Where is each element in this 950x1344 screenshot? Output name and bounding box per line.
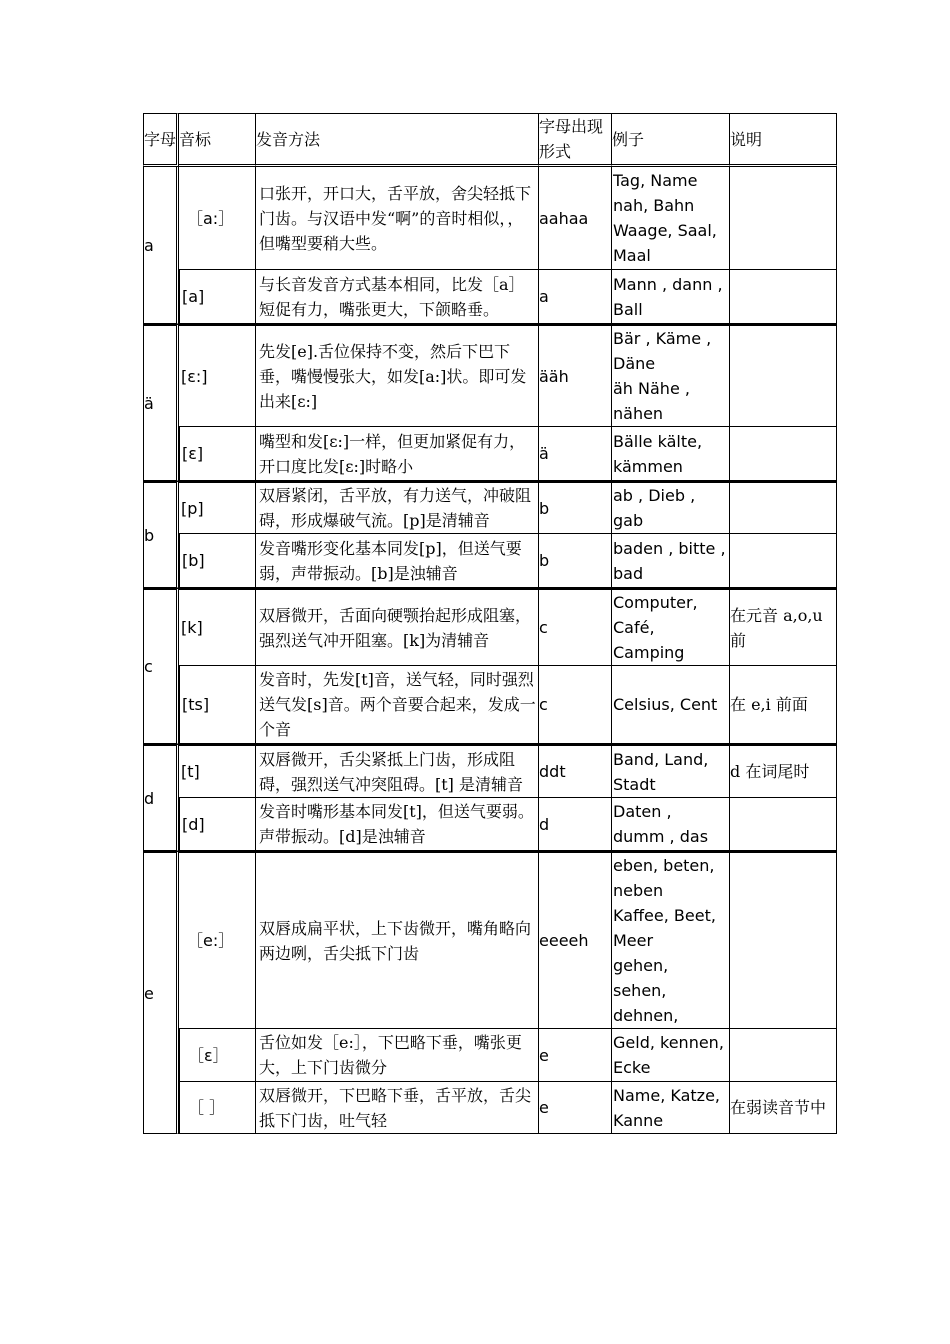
note-cell: d 在词尾时 [730, 744, 837, 798]
example-line: Meer [613, 931, 654, 950]
method-cell: 先发[e].舌位保持不变，然后下巴下垂，嘴慢慢张大，如发[a:]状。即可发出来[ɛ:] [256, 324, 539, 427]
table-header-row [143, 113, 837, 167]
examples-cell [612, 1082, 730, 1134]
ipa-cell: ［e:］ [179, 851, 256, 1029]
examples-cell [612, 588, 730, 666]
note-cell [730, 534, 837, 588]
examples-cell [612, 1029, 730, 1082]
letter-cell-d: d [143, 744, 179, 851]
letter-cell-a: a [143, 167, 179, 324]
example-line: Celsius, Cent [613, 695, 718, 714]
example-line: Geld, kennen, [613, 1033, 724, 1052]
letter-cell-e: e [143, 851, 179, 1134]
form-cell: ddt [539, 744, 612, 798]
example-line: Bälle kälte, [613, 431, 703, 451]
example-line: Tag, Name [613, 171, 698, 190]
example-line: kämmen [613, 456, 683, 476]
method-cell: 发音时，先发[t]音，送气轻，同时强烈送气发[s]音。两个音要合起来，发成一个音 [256, 666, 539, 744]
note-cell [730, 1029, 837, 1082]
header-notes: 说明 [730, 113, 837, 167]
ipa-cell: ［ɛ］ [179, 1029, 256, 1082]
example-line: ab , Dieb , [613, 486, 696, 505]
form-cell: eeeeh [539, 851, 612, 1029]
method-cell: 双唇微开，下巴略下垂，舌平放，舌尖抵下门齿，吐气轻 [256, 1082, 539, 1134]
examples-cell [612, 744, 730, 798]
table-row [143, 1029, 837, 1082]
method-cell: 双唇成扁平状，上下齿微开，嘴角略向两边咧，舌尖抵下门齿 [256, 851, 539, 1029]
example-line: dehnen, [613, 1006, 679, 1025]
example-line: Kanne [613, 1110, 664, 1130]
example-line: eben, beten, [613, 856, 715, 875]
table-row [143, 798, 837, 851]
form-cell: e [539, 1029, 612, 1082]
form-cell: ä [539, 427, 612, 481]
form-cell: aahaa [539, 167, 612, 270]
ipa-cell: [k] [179, 588, 256, 666]
note-cell [730, 851, 837, 1029]
ipa-cell: [ɛ:] [179, 324, 256, 427]
method-cell: 双唇微开，舌尖紧抵上门齿，形成阻碍，强烈送气冲突阻碍。[t] 是清辅音 [256, 744, 539, 798]
header-form: 字母出现形式 [539, 113, 612, 167]
ipa-cell: ［a:］ [179, 167, 256, 270]
ipa-cell: [p] [179, 481, 256, 534]
form-cell: b [539, 481, 612, 534]
examples-cell [612, 427, 730, 481]
table-row [143, 1082, 837, 1134]
note-cell: 在弱读音节中 [730, 1082, 837, 1134]
note-cell [730, 798, 837, 851]
example-line: Mann , dann , [613, 274, 723, 294]
example-line: gehen, [613, 956, 669, 975]
header-method: 发音方法 [256, 113, 539, 167]
ipa-cell: [ts] [179, 666, 256, 744]
example-line: neben [613, 881, 664, 900]
examples-cell [612, 851, 730, 1029]
example-line: sehen, [613, 981, 667, 1000]
table-row [143, 481, 837, 534]
ipa-cell: [t] [179, 744, 256, 798]
form-cell: e [539, 1082, 612, 1134]
example-line: baden , bitte , [613, 538, 726, 558]
form-cell: d [539, 798, 612, 851]
example-line: äh Nähe , [613, 379, 690, 398]
example-line: Kaffee, Beet, [613, 906, 716, 925]
letter-cell-ae: ä [143, 324, 179, 481]
example-line: Café, [613, 618, 655, 637]
letter-cell-b: b [143, 481, 179, 588]
examples-cell [612, 666, 730, 744]
example-line: Stadt [613, 774, 656, 794]
example-line: Name, Katze, [613, 1085, 720, 1105]
ipa-cell: [b] [179, 534, 256, 588]
method-cell: 发音嘴形变化基本同发[p]，但送气要弱，声带振动。[b]是浊辅音 [256, 534, 539, 588]
method-cell: 嘴型和发[ɛ:]一样，但更加紧促有力，开口度比发[ɛ:]时略小 [256, 427, 539, 481]
method-cell: 双唇紧闭，舌平放，有力送气，冲破阻碍，形成爆破气流。[p]是清辅音 [256, 481, 539, 534]
method-cell: 与长音发音方式基本相同，比发［a］短促有力，嘴张更大，下颌略垂。 [256, 270, 539, 324]
examples-cell [612, 167, 730, 270]
header-ipa: 音标 [179, 113, 256, 167]
example-line: gab [613, 511, 644, 530]
example-line: Ecke [613, 1058, 651, 1077]
ipa-cell: [a] [179, 270, 256, 324]
table-row [143, 534, 837, 588]
form-cell: c [539, 588, 612, 666]
form-cell: a [539, 270, 612, 324]
note-cell [730, 481, 837, 534]
example-line: bad [613, 563, 644, 583]
header-letter: 字母 [143, 113, 179, 167]
example-line: dumm , das [613, 827, 709, 846]
examples-cell [612, 324, 730, 427]
example-line: nah, Bahn [613, 196, 695, 215]
letter-cell-c: c [143, 588, 179, 744]
example-line: Waage, Saal, [613, 221, 717, 240]
example-line: Ball [613, 299, 643, 319]
table-row [143, 666, 837, 744]
note-cell [730, 427, 837, 481]
ipa-cell: ［ ］ [179, 1082, 256, 1134]
pronunciation-table [143, 113, 837, 1134]
method-cell: 口张开，开口大，舌平放，舍尖轻抵下门齿。与汉语中发“啊”的音时相似，，但嘴型要稍大些。 [256, 167, 539, 270]
form-cell: ääh [539, 324, 612, 427]
note-cell [730, 270, 837, 324]
method-cell: 发音时嘴形基本同发[t]，但送气要弱。声带振动。[d]是浊辅音 [256, 798, 539, 851]
example-line: nähen [613, 404, 664, 423]
example-line: Maal [613, 246, 651, 265]
example-line: Band, Land, [613, 749, 709, 769]
method-cell: 双唇微开，舌面向硬颚抬起形成阻塞，强烈送气冲开阻塞。[k]为清辅音 [256, 588, 539, 666]
examples-cell [612, 798, 730, 851]
method-cell: 舌位如发［e:］，下巴略下垂，嘴张更大，上下门齿微分 [256, 1029, 539, 1082]
example-line: Camping [613, 643, 685, 662]
table-row [143, 588, 837, 666]
note-cell: 在元音 a,o,u 前 [730, 588, 837, 666]
ipa-cell: [ɛ] [179, 427, 256, 481]
ipa-cell: [d] [179, 798, 256, 851]
examples-cell [612, 481, 730, 534]
table-row [143, 324, 837, 427]
note-cell [730, 167, 837, 270]
table-row [143, 744, 837, 798]
examples-cell [612, 534, 730, 588]
example-line: Computer, [613, 593, 698, 612]
table-row [143, 270, 837, 324]
table-row [143, 851, 837, 1029]
note-cell: 在 e,i 前面 [730, 666, 837, 744]
header-examples: 例子 [612, 113, 730, 167]
form-cell: c [539, 666, 612, 744]
example-line: Daten , [613, 802, 672, 821]
note-cell [730, 324, 837, 427]
table-row [143, 427, 837, 481]
example-line: Bär , Käme , [613, 329, 712, 348]
table-row [143, 167, 837, 270]
examples-cell [612, 270, 730, 324]
example-line: Däne [613, 354, 656, 373]
form-cell: b [539, 534, 612, 588]
